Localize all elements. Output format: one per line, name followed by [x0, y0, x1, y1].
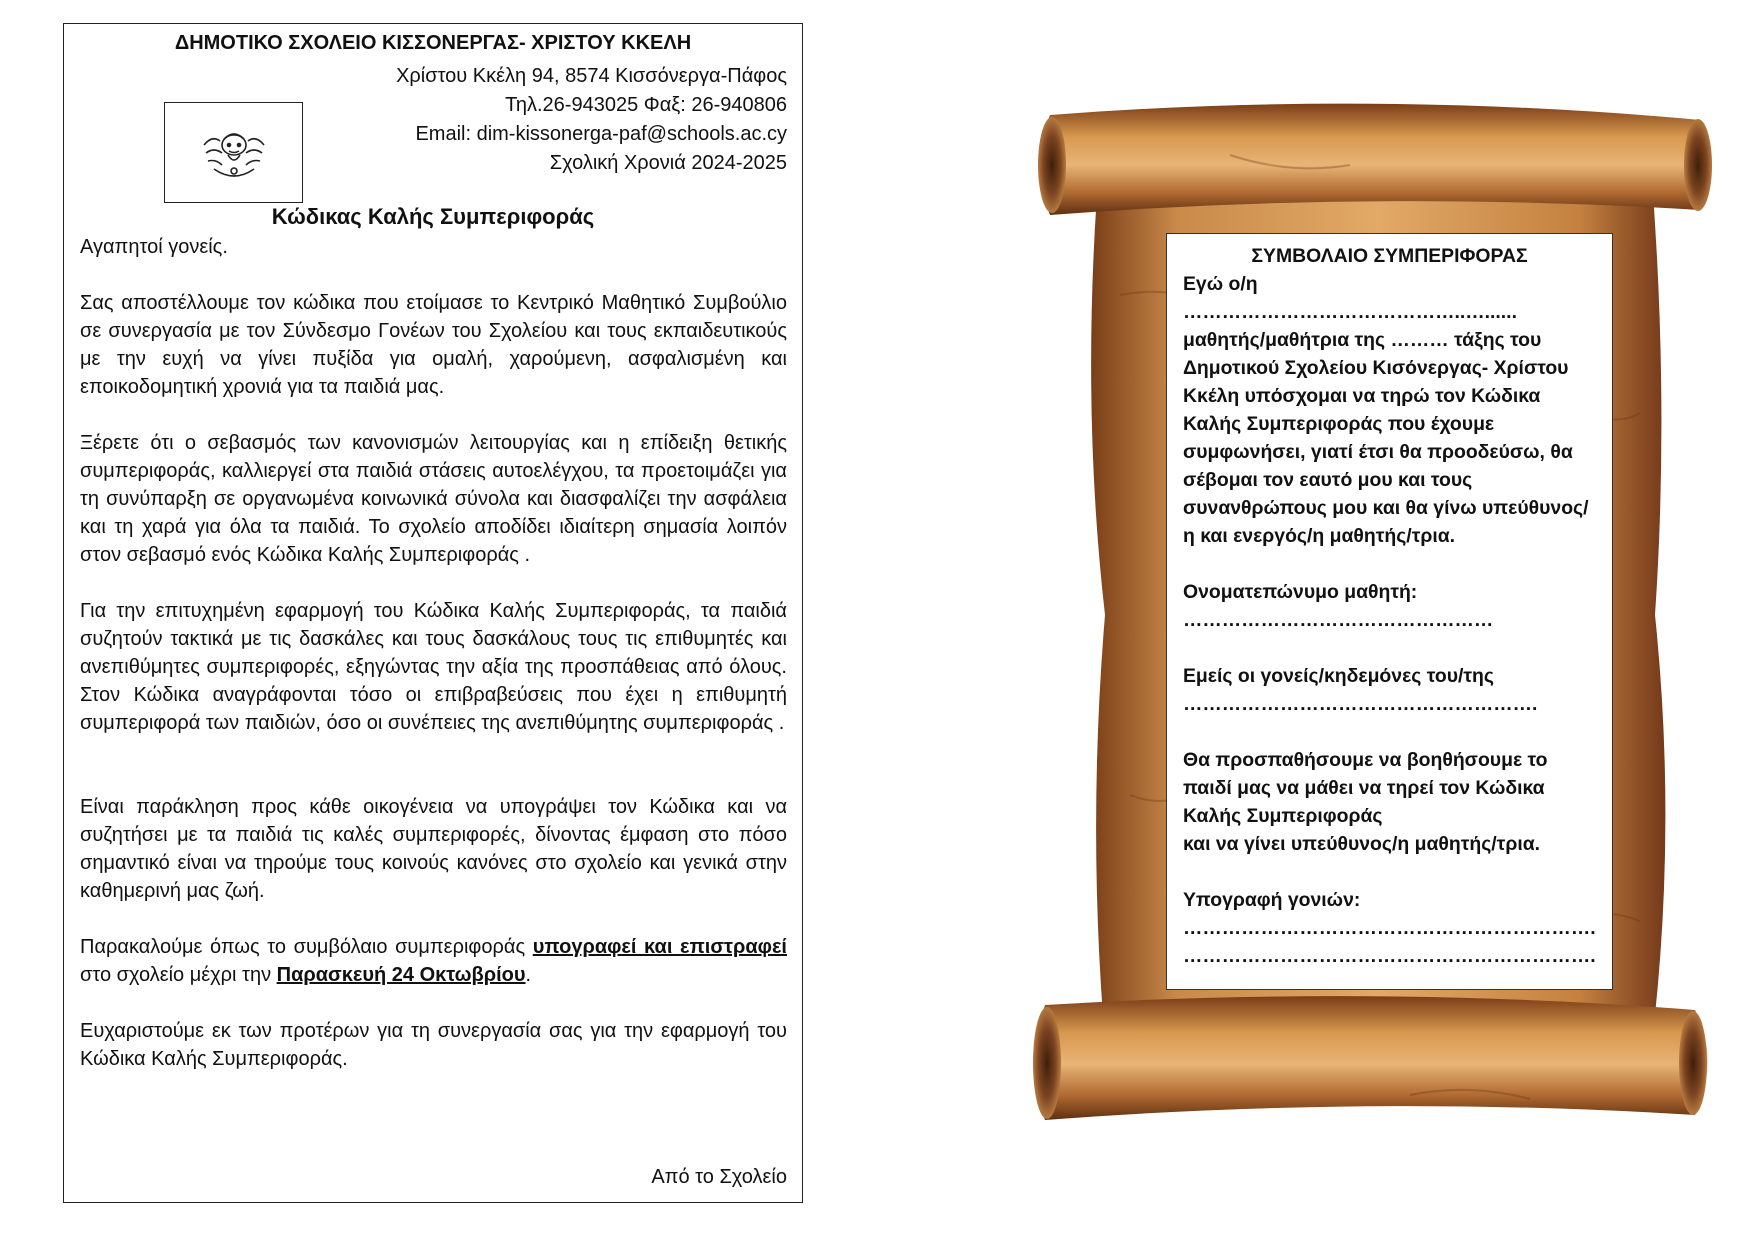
school-phone-fax: Τηλ.26-943025 Φαξ: 26-940806: [505, 94, 787, 116]
school-address: Χρίστου Κκέλη 94, 8574 Κισσόνεργα-Πάφος: [396, 65, 787, 87]
parents-label: Εμείς οι γονείς/κηδεμόνες του/της: [1183, 665, 1494, 687]
paragraph-5: [80, 933, 787, 989]
greeting: Αγαπητοί γονείς.: [80, 236, 228, 258]
parents-name-blank: ……………………………………………….: [1183, 693, 1538, 715]
contract-title: ΣΥΜΒΟΛΑΙΟ ΣΥΜΠΕΡΙΦΟΡΑΣ: [1251, 245, 1528, 267]
parents-promise-end: και να γίνει υπεύθυνος/η μαθητής/τρια.: [1183, 833, 1541, 855]
paragraph-5-mid: στο σχολείο μέχρι την: [80, 964, 277, 986]
letter-page: [63, 23, 803, 1203]
paragraph-5-start: Παρακαλούμε όπως το συμβόλαιο συμπεριφοράς: [80, 936, 533, 958]
student-name-label: Ονοματεπώνυμο μαθητή:: [1183, 581, 1418, 603]
paragraph-6: Ευχαριστούμε εκ των προτέρων για τη συνεργασία σας για την εφαρμογή του Κώδικα Καλής Συμπεριφοράς.: [80, 1020, 787, 1070]
parents-promise: Θα προσπαθήσουμε να βοηθήσουμε το παιδί μας να μάθει να τηρεί τον Κώδικα Καλής Συμπεριφοράς: [1183, 749, 1548, 827]
paragraph-2: Ξέρετε ότι ο σεβασμός των κανονισμών λειτουργίας και η επίδειξη θετικής συμπεριφοράς, καλλιεργεί στα παιδιά στάσεις αυτοελέγχου, τα προετοιμάζει για τη συνύπαρξη σε οργανωμένα κοινωνικά σύνολα και διασφαλίζει την ασφάλεια και τη χαρά για όλα τα παιδιά. Το σχολείο αποδίδει ιδιαίτερη σημασία λοιπόν στον σεβασμό ενός Κώδικα Καλής Συμπεριφοράς .: [80, 432, 787, 566]
school-email: Email: dim-kissonerga-paf@schools.ac.cy: [415, 123, 787, 145]
letter-body: [80, 233, 787, 1073]
behavior-contract: [1166, 233, 1613, 990]
signoff: Από το Σχολείο: [651, 1166, 787, 1188]
signature-blank-2: ……………………………………………………….: [1183, 945, 1596, 967]
return-instruction: υπογραφεί και επιστραφεί: [532, 936, 787, 958]
school-year: Σχολική Χρονιά 2024-2025: [549, 152, 787, 174]
signature-label: Υπογραφή γονιών:: [1183, 889, 1361, 911]
student-name-blank: …………………………………………: [1183, 609, 1494, 631]
paragraph-3: Για την επιτυχημένη εφαρμογή του Κώδικα Καλής Συμπεριφοράς, τα παιδιά συζητούν τακτικά με τις δασκάλες και τους δασκάλους τους τις επιθυμητές και ανεπιθύμητες συμπεριφορές, εξηγώντας την αξία της προσπάθειας από όλους. Στον Κώδικα αναγράφονται τόσο οι επιβραβεύσεις που έχει η επιθυμητή συμπεριφορά των παιδιών, όσο οι συνέπειες της ανεπιθύμητης συμπεριφοράς .: [80, 600, 787, 734]
paragraph-4: Είναι παράκληση προς κάθε οικογένεια να υπογράψει τον Κώδικα και να συζητήσει με τα παιδιά τις καλές συμπεριφορές, δίνοντας έμφαση στο πόσο σημαντικό είναι να τηρούμε τους κοινούς κανόνες στο σχολείο και γενικά στην καθημερινή μας ζωή.: [80, 796, 787, 902]
deadline-date: Παρασκευή 24 Οκτωβρίου: [276, 964, 526, 986]
letter-title: Κώδικας Καλής Συμπεριφοράς: [271, 204, 595, 229]
school-logo: [164, 102, 303, 203]
signature-blank-1: ……………………………………………………….: [1183, 917, 1596, 939]
paragraph-5-end: .: [525, 964, 532, 986]
school-name: ΔΗΜΟΤΙΚΟ ΣΧΟΛΕΙΟ ΚΙΣΣΟΝΕΡΓΑΣ- ΧΡΙΣΤΟΥ ΚΚΕΛΗ: [174, 32, 692, 54]
school-emblem-icon: [194, 123, 274, 183]
paragraph-1: Σας αποστέλλουμε τον κώδικα που ετοίμασε το Κεντρικό Μαθητικό Συμβούλιο σε συνεργασία με τον Σύνδεσμο Γονέων του Σχολείου και τους εκπαιδευτικούς με την ευχή να γίνει πυξίδα για ομαλή, χαρούμενη, ασφαλισμένη και εποικοδομητική χρονιά για τα παιδιά μας.: [80, 292, 787, 398]
contract-pledge: μαθητής/μαθήτρια της ……… τάξης του Δημοτικού Σχολείου Κισόνεργας- Χρίστου Κκέλη υπόσχομαι να τηρώ τον Κώδικα Καλής Συμπεριφοράς που έχουμε συμφωνήσει, γιατί έτσι θα προοδεύσω, θα σέβομαι τον εαυτό μου και τους συνανθρώπους μου και θα γίνω υπεύθυνος/η και ενεργός/η μαθητής/τρια.: [1183, 329, 1589, 547]
student-line: Εγώ ο/η ……………………………………..…......: [1183, 273, 1517, 323]
